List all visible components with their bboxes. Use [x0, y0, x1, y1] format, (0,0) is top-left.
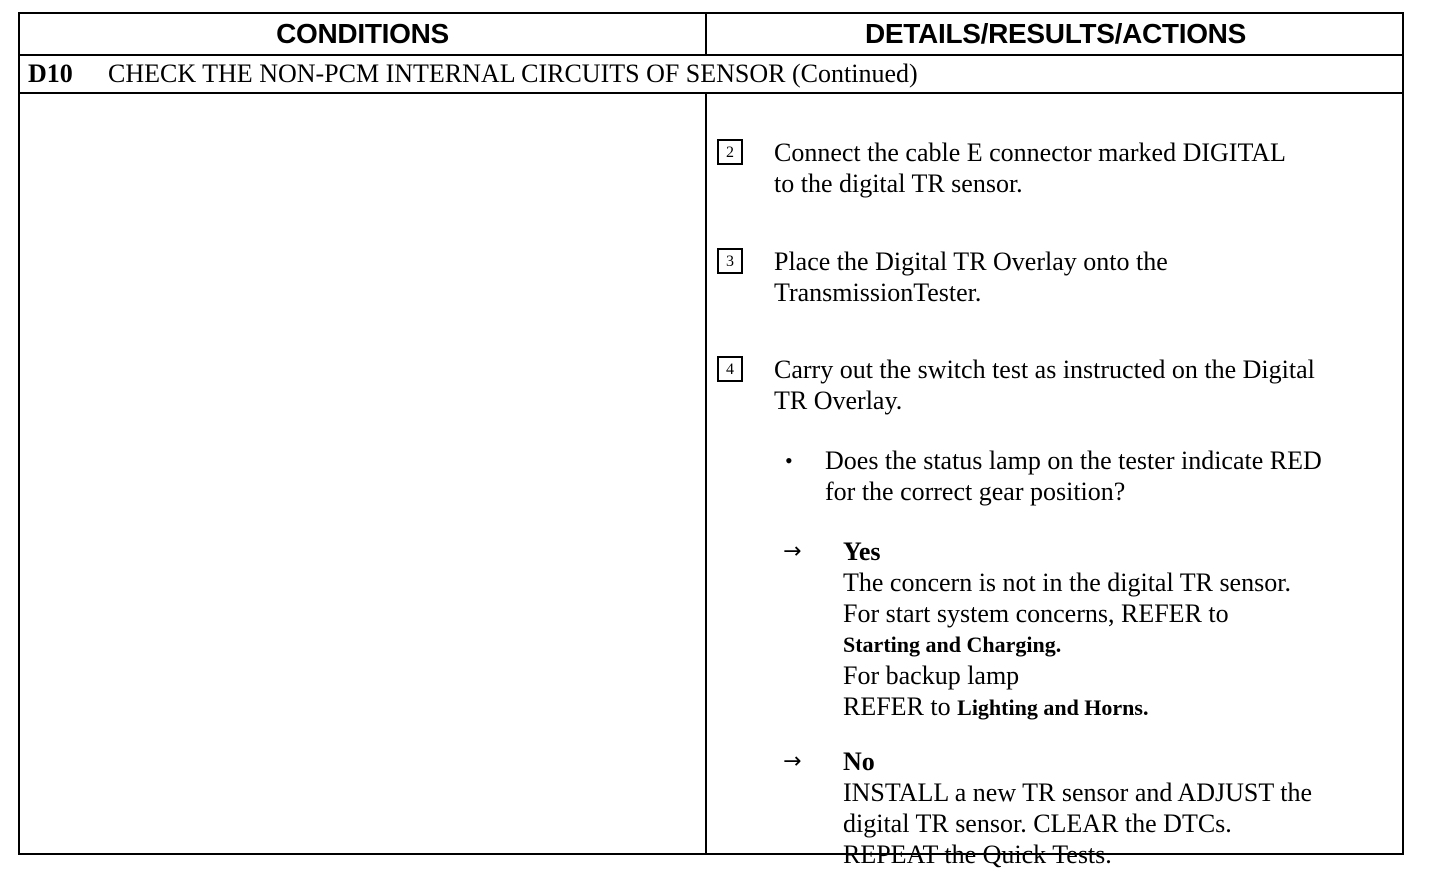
result-yes: [783, 536, 1396, 723]
details-header: DETAILS/RESULTS/ACTIONS: [865, 18, 1246, 49]
result-line: [843, 691, 1291, 723]
question-line: Does the status lamp on the tester indicate RED: [825, 446, 1322, 475]
step-text: [774, 137, 1286, 199]
step-text-line: TR Overlay.: [774, 386, 903, 415]
step-text-line: TransmissionTester.: [774, 278, 982, 307]
result-label: No: [843, 747, 875, 776]
result-line: The concern is not in the digital TR sensor.: [843, 568, 1291, 597]
diagnostic-table: [18, 12, 1404, 869]
step-text-line: Carry out the switch test as instructed on the Digital: [774, 355, 1315, 384]
arrow-right-icon: →: [783, 749, 802, 774]
result-line: REPEAT the Quick Tests.: [843, 840, 1112, 869]
reference-lighting-horns: Lighting and Horns.: [957, 695, 1149, 720]
step-number-box: 3: [717, 248, 743, 274]
step-text-line: to the digital TR sensor.: [774, 169, 1023, 198]
result-line: INSTALL a new TR sensor and ADJUST the: [843, 778, 1313, 807]
refer-prefix: REFER to: [843, 692, 958, 721]
question: [785, 445, 1396, 507]
action-step-2: [717, 137, 1396, 199]
result-no: [783, 746, 1396, 870]
reference-starting-charging: Starting and Charging.: [843, 632, 1062, 657]
question-text: [825, 445, 1322, 507]
arrow-right-icon: →: [783, 539, 802, 564]
step-title: CHECK THE NON-PCM INTERNAL CIRCUITS OF SENSOR (Continued): [108, 59, 918, 88]
step-number-box: 2: [717, 139, 743, 165]
result-line: For start system concerns, REFER to: [843, 599, 1229, 628]
step-text-line: Place the Digital TR Overlay onto the: [774, 247, 1168, 276]
question-line: for the correct gear position?: [825, 477, 1126, 506]
result-line: For backup lamp: [843, 661, 1020, 690]
conditions-header: CONDITIONS: [276, 18, 449, 49]
step-text: [774, 354, 1315, 416]
bullet-icon: •: [785, 448, 793, 473]
result-line: digital TR sensor. CLEAR the DTCs.: [843, 809, 1232, 838]
action-step-4: [717, 354, 1396, 416]
step-number-box: 4: [717, 356, 743, 382]
step-title-row: [20, 56, 1402, 92]
action-step-3: [717, 246, 1396, 308]
details-column: [707, 94, 1402, 869]
step-text-line: Connect the cable E connector marked DIGITAL: [774, 138, 1286, 167]
result-no-text: [843, 746, 1312, 870]
step-text: [774, 246, 1168, 308]
step-id: D10: [28, 59, 73, 88]
result-label: Yes: [843, 537, 881, 566]
result-yes-text: [843, 536, 1291, 723]
